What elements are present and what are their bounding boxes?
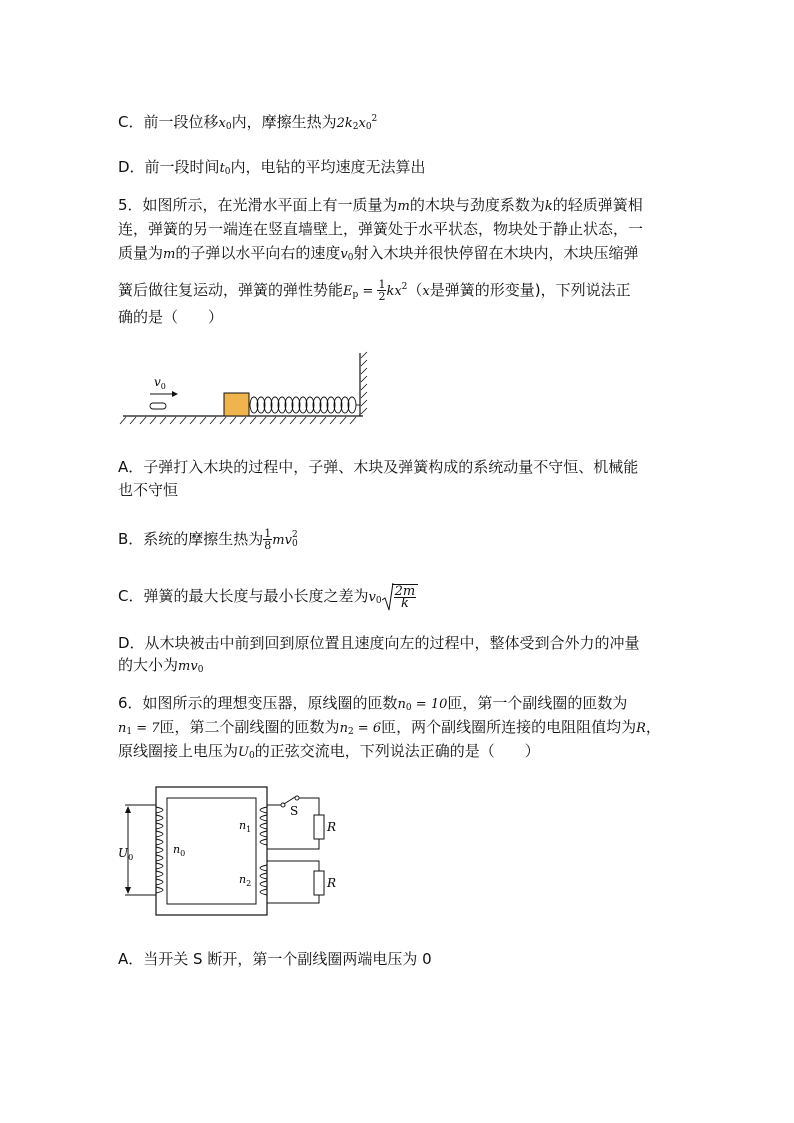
q6-stem-line2: $n_1 = 7$匝，第二个副线圈的匝数为$n_2 = 6$匝，两个副线圈所连接的电阻阻值均为R， <box>118 718 661 737</box>
q5-option-a-line2: 也不守恒 <box>118 481 179 499</box>
q5-stem-line1: 5．如图所示，在光滑水平面上有一质量为m的木块与劲度系数为k的轻质弹簧相 <box>118 196 643 214</box>
eighth-fraction: $\frac{1}{8}$ <box>264 527 272 552</box>
q5-option-b: B．系统的摩擦生热为 $\frac{1}{8}$ mv 2 0 <box>118 527 298 552</box>
sqrt-expression: $\frac{2m}{k}$ <box>382 584 419 609</box>
q5-option-d-line1: D．从木块被击中前到回到原位置且速度向左的过程中，整体受到合外力的冲量 <box>118 634 640 652</box>
q6-stem-line1: 6．如图所示的理想变压器，原线圈的匝数$n_0 = 10$匝，第一个副线圈的匝数为 <box>118 694 628 713</box>
q5-stem-line2: 连，弹簧的另一端连在竖直墙壁上，弹簧处于水平状态，物块处于静止状态，一 <box>118 220 644 238</box>
resistor1-label: R <box>327 820 337 834</box>
q5-option-a-line1: A．子弹打入木块的过程中，子弹、木块及弹簧构成的系统动量不守恒、机械能 <box>118 458 639 476</box>
secondary2-turns-label: $n_2$ <box>239 873 252 888</box>
switch-label: S <box>290 804 299 818</box>
primary-voltage-label: $U_0$ <box>118 846 134 862</box>
q4-option-d: D．前一段时间$t_0$内，电钻的平均速度无法算出 <box>118 158 426 177</box>
q5-figure-spring-block <box>118 348 368 428</box>
half-fraction: $\frac{1}{2}$ <box>378 278 386 303</box>
bullet-velocity-label: $v_0$ <box>154 375 166 391</box>
primary-turns-label: $n_0$ <box>173 843 186 858</box>
q5-option-d-line2: 的大小为$mv_0$ <box>118 656 204 675</box>
q4-option-c: C．前一段位移$x_0$内，摩擦生热为$2k_2x_0^2$ <box>118 113 378 132</box>
q6-figure-transformer <box>115 785 345 920</box>
q6-stem-line3: 原线圈接上电压为$U_0$的正弦交流电，下列说法正确的是（ ） <box>118 742 540 761</box>
q5-stem-line4: 簧后做往复运动，弹簧的弹性势能$E_p$ = $\frac{1}{2}$ $kx^2(x$是弹簧的形变量)，下列说法正 <box>118 278 631 303</box>
q5-option-c: C．弹簧的最大长度与最小长度之差为$v_0$ $\frac{2m}{k}$ <box>118 584 418 612</box>
resistor2-label: R <box>327 876 337 890</box>
secondary1-turns-label: $n_1$ <box>239 819 252 834</box>
q5-stem-line3: 质量为m的子弹以水平向右的速度$v_0$射入木块并很快停留在木块内，木块压缩弹 <box>118 244 639 263</box>
q5-stem-line5: 确的是（ ） <box>118 308 224 326</box>
q6-option-a: A．当开关 S 断开，第一个副线圈两端电压为 0 <box>118 950 432 968</box>
